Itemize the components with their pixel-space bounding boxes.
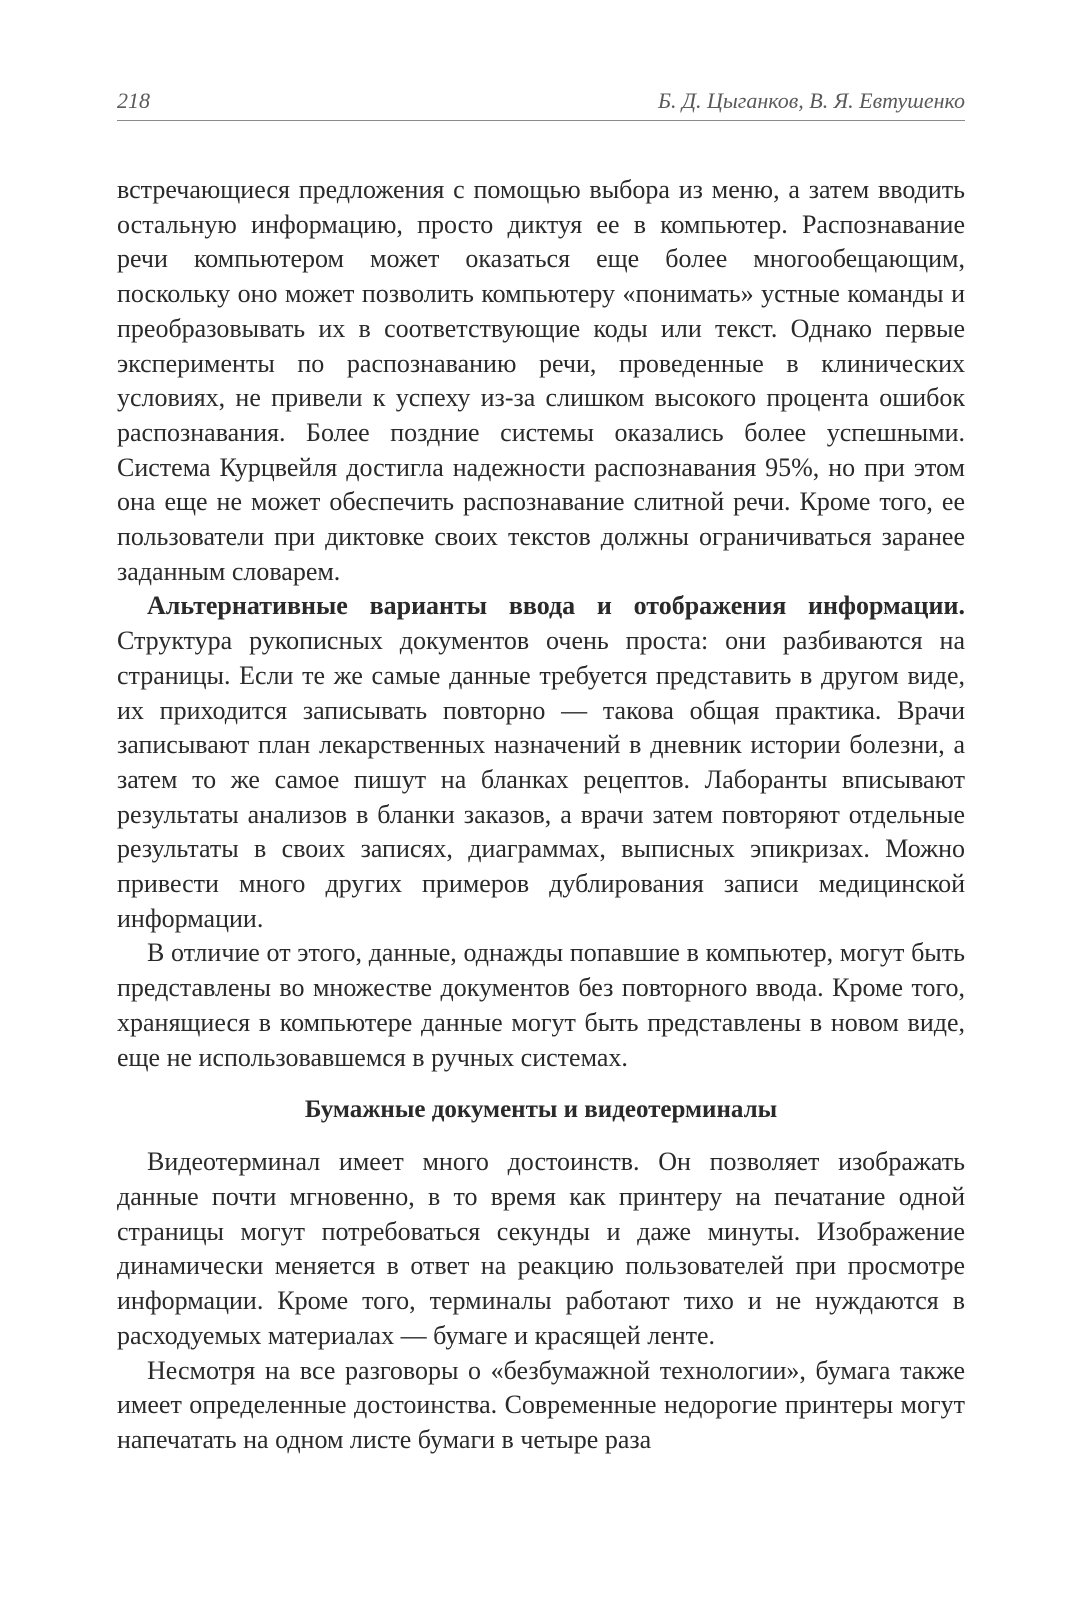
running-header	[117, 88, 965, 118]
paragraph-video-terminal: Видеотерминал имеет много достоинств. Он позволяет изображать данные почти мгновенно, в то время как принтеру на печатание одной страницы могут потребоваться секунды и даже минуты. Изображение динамически меняется в ответ на реакцию пользователей при просмотре информации. Кроме того, терминалы работают тихо и не нуждаются в расходуемых материалах — бумаге и красящей ленте.	[117, 1147, 965, 1350]
paragraph-alternative-input-text: Структура рукописных документов очень проста: они разбиваются на страницы. Если те же самые данные требуется представить в другом виде, их приходится записывать повторно — такова общая практика. Врачи записывают план лекарственных назначений в дневник истории болезни, а затем то же самое пишут на бланках рецептов. Лаборанты вписывают результаты анализов в бланки заказов, а врачи затем повторяют отдельные результаты в своих записях, диаграммах, выписных эпикризах. Можно привести много других примеров дублирования записи медицинской информации.	[117, 626, 965, 933]
paragraph-speech-recognition: встречающиеся предложения с помощью выбора из меню, а затем вводить остальную информацию, просто диктуя ее в компьютер. Распознавание речи компьютером может оказаться еще более многообещающим, поскольку оно может позволить компьютеру «понимать» устные команды и преобразовывать их в соответствующие коды или текст. Однако первые эксперименты по распознаванию речи, проведенные в клинических условиях, не привели к успеху из-за слишком высокого процента ошибок распознавания. Более поздние системы оказались более успешными. Система Курцвейля достигла надежности распознавания 95%, но при этом она еще не может обеспечить распознавание слитной речи. Кроме того, ее пользователи при диктовке своих текстов должны ограничиваться заранее заданным словарем.	[117, 175, 965, 586]
section-heading: Бумажные документы и видеотерминалы	[304, 1096, 778, 1124]
run-in-heading: Альтернативные варианты ввода и отображения информации.	[147, 591, 965, 621]
paragraph-computer-data: В отличие от этого, данные, однажды попавшие в компьютер, могут быть представлены во множестве документов без повторного ввода. Кроме того, хранящиеся в компьютере данные могут быть представлены в новом виде, еще не использовавшемся в ручных системах.	[117, 938, 965, 1072]
body-text	[117, 173, 965, 1458]
paragraph-alternative-input	[117, 589, 965, 936]
paragraph-paper-advantages: Несмотря на все разговоры о «безбумажной технологии», бумага также имеет определенные достоинства. Современные недорогие принтеры могут напечатать на одном листе бумаги в четыре раза	[117, 1355, 965, 1454]
running-header-authors: Б. Д. Цыганков, В. Я. Евтушенко	[658, 88, 965, 113]
header-rule	[117, 120, 965, 121]
page-number: 218	[117, 88, 150, 113]
book-page	[117, 88, 965, 1458]
